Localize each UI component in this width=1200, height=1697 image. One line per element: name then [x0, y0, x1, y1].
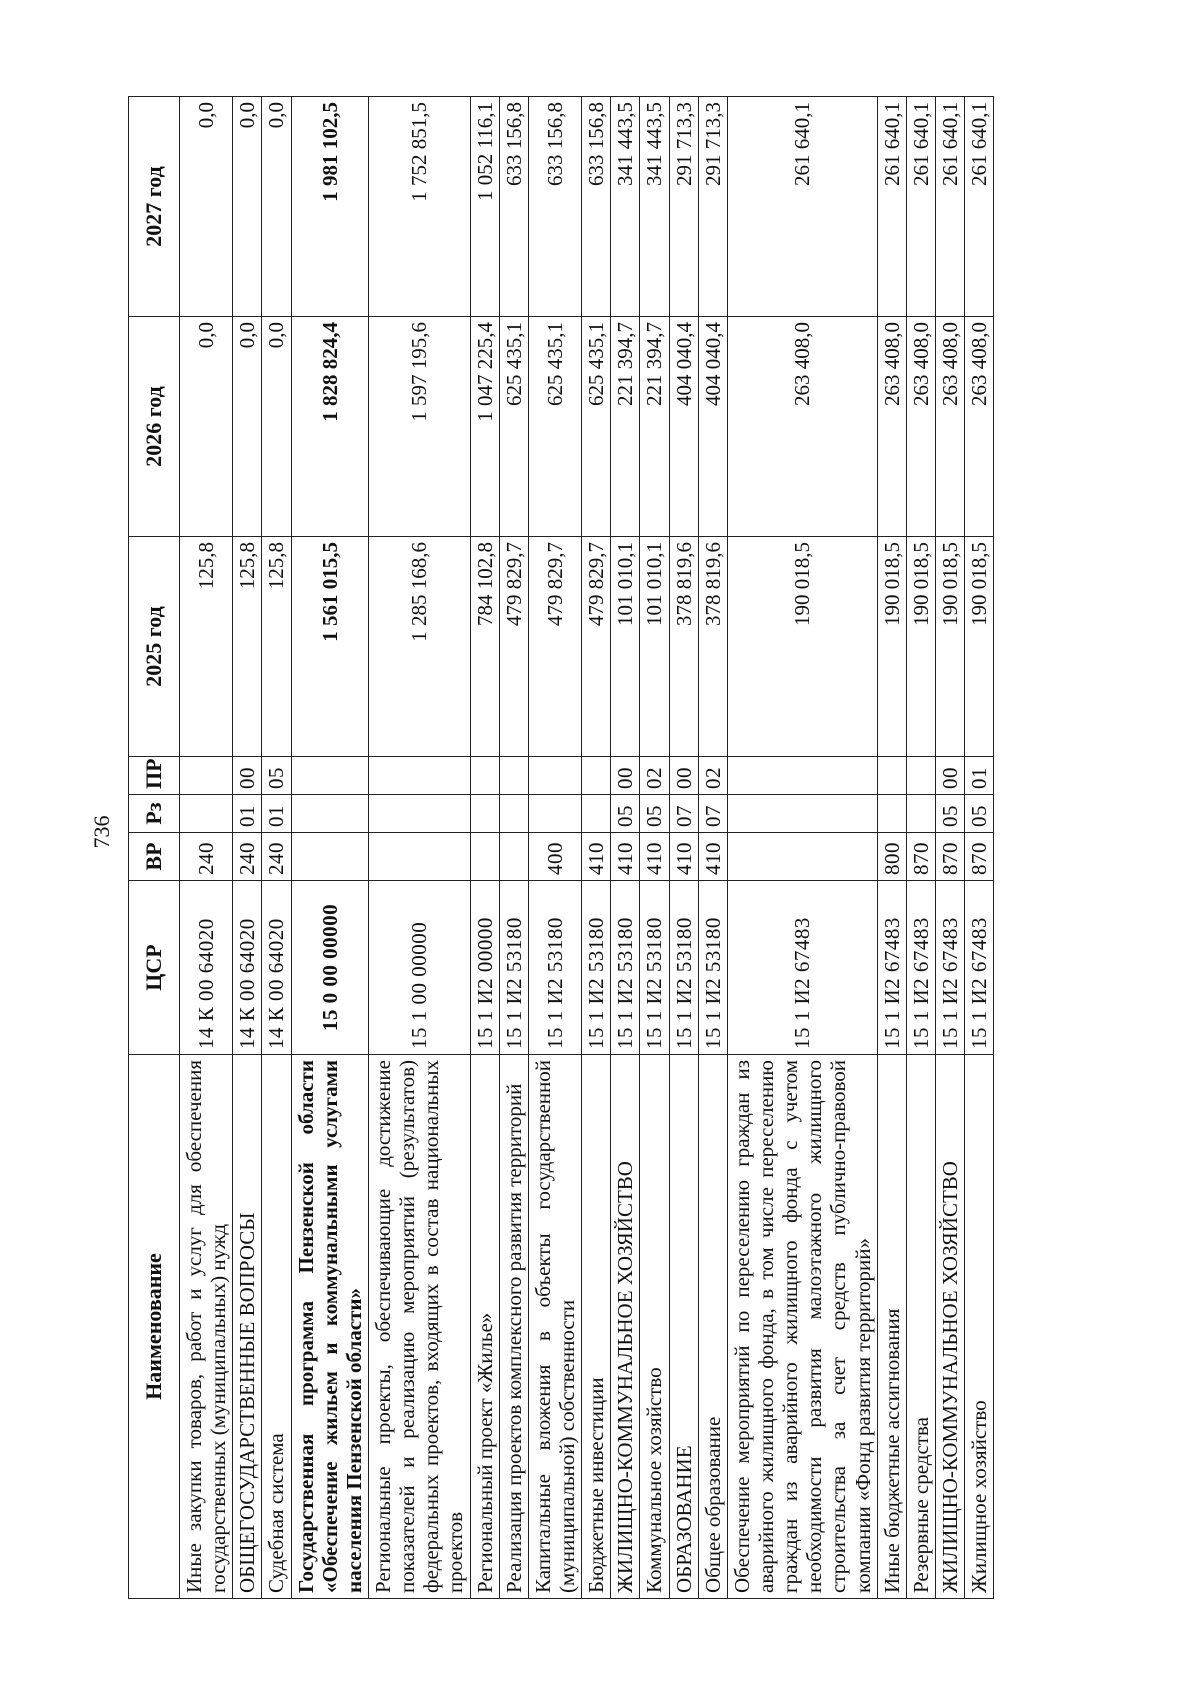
cell-rz [180, 795, 233, 833]
cell-rz [877, 795, 906, 833]
cell-2026: 404 040,4 [698, 317, 727, 537]
cell-name: ОБЩЕГОСУДАРСТВЕННЫЕ ВОПРОСЫ [233, 1055, 262, 1599]
cell-vr [470, 833, 499, 881]
cell-name: Резервные средства [906, 1055, 935, 1599]
cell-2027: 1 752 851,5 [368, 97, 470, 317]
table-body [180, 97, 994, 1599]
cell-vr: 410 [611, 833, 640, 881]
cell-2026: 0,0 [262, 317, 291, 537]
cell-2025: 1 285 168,6 [368, 537, 470, 757]
cell-csr: 15 1 И2 53180 [528, 881, 581, 1055]
cell-2027: 291 713,3 [698, 97, 727, 317]
cell-pr: 02 [640, 757, 669, 795]
table-row [877, 97, 906, 1599]
table-row [180, 97, 233, 1599]
cell-2027: 291 713,3 [669, 97, 698, 317]
cell-pr [291, 757, 368, 795]
cell-2025: 378 819,6 [698, 537, 727, 757]
cell-2027: 341 443,5 [640, 97, 669, 317]
cell-rz [582, 795, 611, 833]
cell-2026: 625 435,1 [582, 317, 611, 537]
cell-2027: 261 640,1 [935, 97, 964, 317]
cell-pr: 02 [698, 757, 727, 795]
cell-vr [499, 833, 528, 881]
cell-vr: 870 [906, 833, 935, 881]
cell-2025: 1 561 015,5 [291, 537, 368, 757]
table-row [262, 97, 291, 1599]
cell-2025: 378 819,6 [669, 537, 698, 757]
cell-2027: 1 981 102,5 [291, 97, 368, 317]
cell-2026: 221 394,7 [640, 317, 669, 537]
cell-name: Жилищное хозяйство [965, 1055, 994, 1599]
cell-pr [877, 757, 906, 795]
table-row [906, 97, 935, 1599]
cell-2026: 0,0 [233, 317, 262, 537]
cell-csr: 15 1 И2 53180 [582, 881, 611, 1055]
cell-csr: 15 1 И2 00000 [470, 881, 499, 1055]
cell-2026: 263 408,0 [727, 317, 877, 537]
cell-name: Судебная система [262, 1055, 291, 1599]
table-row [470, 97, 499, 1599]
cell-2025: 190 018,5 [727, 537, 877, 757]
cell-2027: 0,0 [262, 97, 291, 317]
cell-vr [727, 833, 877, 881]
cell-csr: 15 1 И2 53180 [499, 881, 528, 1055]
cell-2026: 1 597 195,6 [368, 317, 470, 537]
cell-pr: 05 [262, 757, 291, 795]
header-2027: 2027 год [129, 97, 180, 317]
cell-rz: 05 [965, 795, 994, 833]
cell-vr [291, 833, 368, 881]
cell-pr [470, 757, 499, 795]
table-row [499, 97, 528, 1599]
cell-rz [368, 795, 470, 833]
cell-vr: 410 [669, 833, 698, 881]
cell-csr: 14 К 00 64020 [180, 881, 233, 1055]
cell-2025: 479 829,7 [499, 537, 528, 757]
cell-name: Общее образование [698, 1055, 727, 1599]
cell-2026: 221 394,7 [611, 317, 640, 537]
cell-2025: 190 018,5 [877, 537, 906, 757]
table-row [368, 97, 470, 1599]
cell-csr: 14 К 00 64020 [233, 881, 262, 1055]
cell-2026: 404 040,4 [669, 317, 698, 537]
cell-csr: 15 0 00 00000 [291, 881, 368, 1055]
page-number: 736 [89, 815, 114, 849]
cell-2026: 1 828 824,4 [291, 317, 368, 537]
header-name: Наименование [129, 1055, 180, 1599]
cell-rz [291, 795, 368, 833]
table-row [698, 97, 727, 1599]
cell-2026: 263 408,0 [965, 317, 994, 537]
cell-pr [499, 757, 528, 795]
cell-pr [368, 757, 470, 795]
cell-2027: 261 640,1 [727, 97, 877, 317]
cell-vr: 400 [528, 833, 581, 881]
cell-vr: 240 [233, 833, 262, 881]
header-2026: 2026 год [129, 317, 180, 537]
cell-pr [582, 757, 611, 795]
header-rz: Рз [129, 795, 180, 833]
cell-2027: 261 640,1 [906, 97, 935, 317]
table-row [935, 97, 964, 1599]
cell-2027: 261 640,1 [965, 97, 994, 317]
cell-name: ЖИЛИЩНО-КОММУНАЛЬНОЕ ХОЗЯЙСТВО [935, 1055, 964, 1599]
cell-name: ЖИЛИЩНО-КОММУНАЛЬНОЕ ХОЗЯЙСТВО [611, 1055, 640, 1599]
cell-2027: 0,0 [233, 97, 262, 317]
cell-2025: 125,8 [233, 537, 262, 757]
cell-name: Региональные проекты, обеспечивающие достижение показателей и реализацию мероприятий (результатов) федеральных проектов, входящих в состав национальных проектов [368, 1055, 470, 1599]
cell-name: Капитальные вложения в объекты государственной (муниципальной) собственности [528, 1055, 581, 1599]
cell-csr: 15 1 И2 67483 [965, 881, 994, 1055]
cell-vr: 240 [262, 833, 291, 881]
table-row [669, 97, 698, 1599]
cell-csr: 15 1 00 00000 [368, 881, 470, 1055]
table-row [640, 97, 669, 1599]
cell-pr: 00 [611, 757, 640, 795]
cell-csr: 15 1 И2 67483 [935, 881, 964, 1055]
header-vr: ВР [129, 833, 180, 881]
cell-2027: 1 052 116,1 [470, 97, 499, 317]
cell-csr: 15 1 И2 67483 [727, 881, 877, 1055]
table-row [582, 97, 611, 1599]
cell-name: Иные бюджетные ассигнования [877, 1055, 906, 1599]
cell-vr: 870 [935, 833, 964, 881]
cell-name: Обеспечение мероприятий по переселению граждан из аварийного жилищного фонда, в том числе переселению граждан из аварийного жилищного фонда с учетом необходимости развития малоэтажного жилищного строительства за счет средств публично-правовой компании «Фонд развития территорий» [727, 1055, 877, 1599]
cell-2026: 1 047 225,4 [470, 317, 499, 537]
cell-2027: 341 443,5 [611, 97, 640, 317]
cell-rz: 05 [935, 795, 964, 833]
cell-vr: 240 [180, 833, 233, 881]
cell-rz [727, 795, 877, 833]
cell-2027: 633 156,8 [528, 97, 581, 317]
cell-pr: 00 [233, 757, 262, 795]
cell-rz: 07 [669, 795, 698, 833]
cell-vr: 870 [965, 833, 994, 881]
cell-vr: 410 [698, 833, 727, 881]
table-row [528, 97, 581, 1599]
cell-name: Иные закупки товаров, работ и услуг для обеспечения государственных (муниципальных) нужд [180, 1055, 233, 1599]
cell-2025: 479 829,7 [528, 537, 581, 757]
header-2025: 2025 год [129, 537, 180, 757]
cell-rz: 05 [611, 795, 640, 833]
cell-pr: 00 [935, 757, 964, 795]
cell-2026: 263 408,0 [935, 317, 964, 537]
cell-rz: 01 [233, 795, 262, 833]
table-row [611, 97, 640, 1599]
cell-2025: 784 102,8 [470, 537, 499, 757]
cell-pr [906, 757, 935, 795]
cell-csr: 15 1 И2 53180 [611, 881, 640, 1055]
cell-2026: 263 408,0 [877, 317, 906, 537]
cell-csr: 15 1 И2 53180 [669, 881, 698, 1055]
table-row [233, 97, 262, 1599]
header-pr: ПР [129, 757, 180, 795]
cell-rz: 01 [262, 795, 291, 833]
cell-rz [470, 795, 499, 833]
cell-rz [906, 795, 935, 833]
table-row [727, 97, 877, 1599]
cell-pr: 01 [965, 757, 994, 795]
cell-name: Государственная программа Пензенской области «Обеспечение жильем и коммунальными услугами населения Пензенской области» [291, 1055, 368, 1599]
cell-2026: 263 408,0 [906, 317, 935, 537]
cell-2025: 479 829,7 [582, 537, 611, 757]
header-csr: ЦСР [129, 881, 180, 1055]
cell-2025: 190 018,5 [935, 537, 964, 757]
cell-2025: 101 010,1 [640, 537, 669, 757]
cell-csr: 15 1 И2 53180 [698, 881, 727, 1055]
cell-2025: 125,8 [262, 537, 291, 757]
cell-name: Региональный проект «Жилье» [470, 1055, 499, 1599]
cell-pr [180, 757, 233, 795]
cell-rz [499, 795, 528, 833]
cell-pr [528, 757, 581, 795]
cell-vr: 410 [640, 833, 669, 881]
table-row [965, 97, 994, 1599]
cell-2026: 0,0 [180, 317, 233, 537]
cell-name: Коммунальное хозяйство [640, 1055, 669, 1599]
cell-name: Реализация проектов комплексного развития территорий [499, 1055, 528, 1599]
cell-vr: 800 [877, 833, 906, 881]
cell-2025: 125,8 [180, 537, 233, 757]
cell-pr: 00 [669, 757, 698, 795]
cell-csr: 14 К 00 64020 [262, 881, 291, 1055]
cell-name: ОБРАЗОВАНИЕ [669, 1055, 698, 1599]
cell-vr [368, 833, 470, 881]
cell-csr: 15 1 И2 67483 [877, 881, 906, 1055]
cell-rz: 07 [698, 795, 727, 833]
cell-2027: 633 156,8 [582, 97, 611, 317]
cell-2027: 0,0 [180, 97, 233, 317]
cell-2027: 633 156,8 [499, 97, 528, 317]
table-header-row [129, 97, 180, 1599]
cell-2026: 625 435,1 [528, 317, 581, 537]
cell-rz [528, 795, 581, 833]
cell-name: Бюджетные инвестиции [582, 1055, 611, 1599]
cell-csr: 15 1 И2 53180 [640, 881, 669, 1055]
cell-2025: 190 018,5 [965, 537, 994, 757]
cell-rz: 05 [640, 795, 669, 833]
cell-vr: 410 [582, 833, 611, 881]
cell-2025: 190 018,5 [906, 537, 935, 757]
budget-table-container [128, 97, 994, 1599]
table-row [291, 97, 368, 1599]
cell-2025: 101 010,1 [611, 537, 640, 757]
cell-2027: 261 640,1 [877, 97, 906, 317]
cell-pr [727, 757, 877, 795]
cell-2026: 625 435,1 [499, 317, 528, 537]
budget-table [128, 96, 994, 1599]
cell-csr: 15 1 И2 67483 [906, 881, 935, 1055]
